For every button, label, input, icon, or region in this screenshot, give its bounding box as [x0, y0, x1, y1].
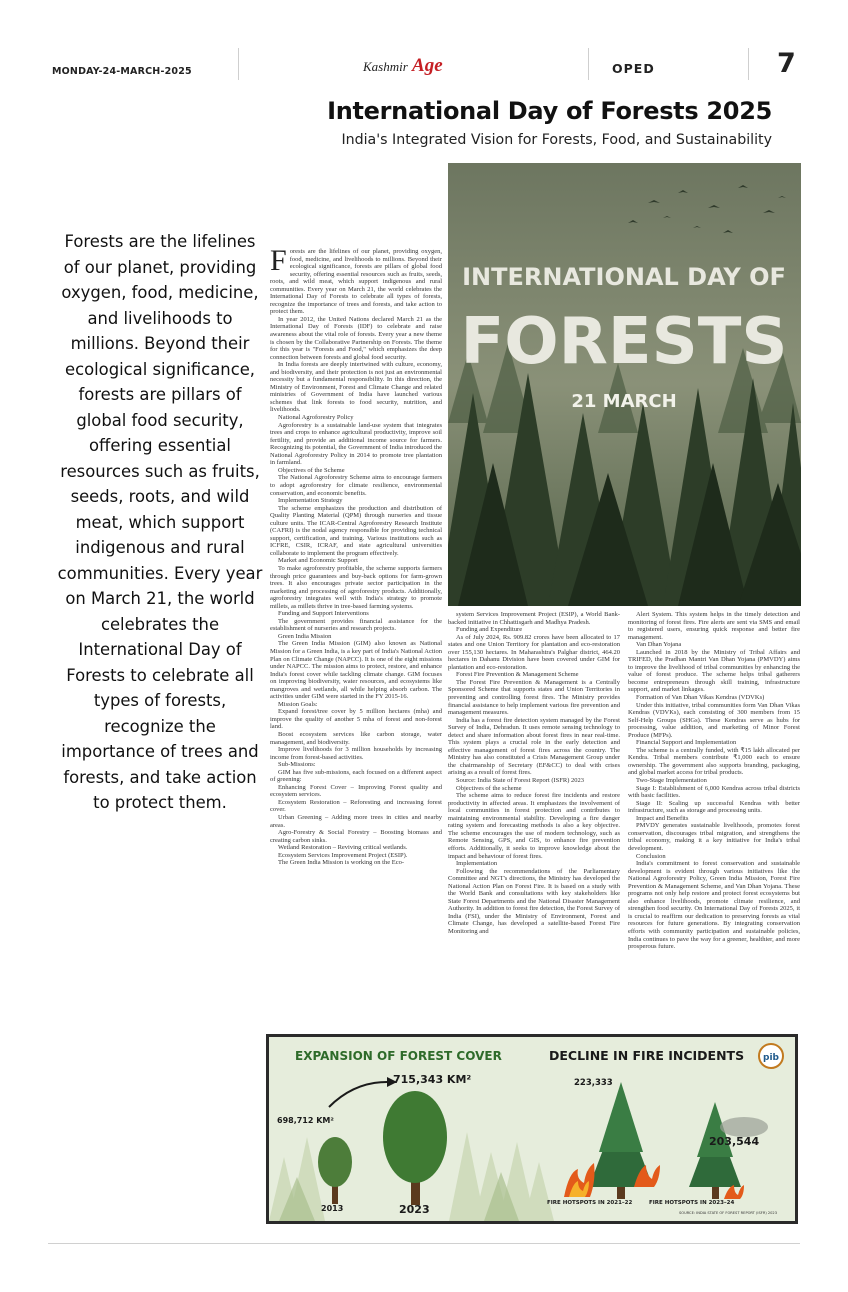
- fire-2021-value: 223,333: [574, 1078, 613, 1088]
- article-paragraph: Green India Mission: [278, 632, 332, 640]
- fire-2023-value: 203,544: [709, 1135, 760, 1148]
- article-paragraph: India has a forest fire detection system managed by the Forest Survey of India, Dehradun. It uses remote sensing technology to detect and share information about forest fires in near real-time. This system plays a crucial role in the early detection and effective management of forest fires across the country. The Ministry has also constituted a Crisis Management Group under the chairmanship of Secretary (EF&CC) to deal with crises arising as a result of forest fires.: [448, 716, 620, 777]
- fire-2023-caption: FIRE HOTSPOTS IN 2023–24: [649, 1200, 735, 1206]
- article-column-2: [448, 611, 620, 1026]
- article-paragraph: Urban Greening – Adding more trees in cities and nearby areas.: [270, 814, 442, 829]
- article-paragraph: Stage I: Establishment of 6,000 Kendras across tribal districts with basic facilities.: [628, 784, 800, 800]
- header-divider: [238, 48, 239, 80]
- infographic: [266, 1034, 798, 1224]
- article-paragraph: In year 2012, the United Nations declared March 21 as the International Day of Forests (IDF) to celebrate and raise awareness about the vital role of forests. Every year a new theme is chosen by the Collaborative Partnership on Forests. The theme for this year is "Forests and Food," which emphasizes the deep connection between forests and global food security.: [270, 315, 442, 361]
- article-paragraph: Conclusion: [636, 852, 666, 860]
- article-paragraph: Ecosystem Services Improvement Project (ESIP).: [278, 851, 408, 859]
- article-paragraph: Following the recommendations of the Parliamentary Committee and NGT's directions, the Ministry has developed the National Action Plan on Forest Fire. It is based on a study with the World Bank and consultations with key stakeholders like State Forest Departments and the National Disaster Management Authority. In addition to forest fire detection, the Forest Survey of India (FSI), under the Ministry of Environment, Forest and Climate Change, has developed a satellite-based Forest Fire Monitoring and: [448, 867, 620, 935]
- section-label: OPED: [612, 61, 655, 76]
- article-paragraph: The scheme aims to reduce forest fire incidents and restore productivity in affected areas. It emphasizes the involvement of local communities in forest protection and contributes to maintaining environmental stability. Developing a fire danger rating system and forecasting methods is also a key objective. The scheme encourages the use of modern technology, such as Remote Sensing, GPS, and GIS, to enhance fire prevention efforts. Additionally, it seeks to improve knowledge about the impact and behaviour of forest fires.: [448, 792, 620, 860]
- article-paragraph: Objectives of the Scheme: [278, 466, 345, 474]
- article-paragraph: As of July 2024, Rs. 909.82 crores have been allocated to 17 states and one Union Territory for plantation and eco-restoration over 155,130 hectares. In Maharashtra's Palghar district, 464.20 hectares in Dahanu Division have been covered under GIM for plantation and eco-restoration.: [448, 633, 620, 671]
- masthead-logo: Kashmir Age: [363, 55, 443, 76]
- article-paragraph: PMVDY generates sustainable livelihoods, promotes forest conservation, discourages tribal migration, and strengthens the tribal economy, making it a key initiative for India's tribal development.: [628, 822, 800, 852]
- year-2013: 2013: [321, 1204, 344, 1213]
- photo-title-line1: INTERNATIONAL DAY OF: [462, 263, 786, 291]
- article-paragraph: Launched in 2018 by the Ministry of Tribal Affairs and TRIFED, the Pradhan Mantri Van Dhan Yojana (PMVDY) aims to improve the livelihood of tribal communities by enhancing the value of forest produce. The scheme helps tribal gatherers become entrepreneurs through skill training, infrastructure support, and market linkages.: [628, 648, 800, 694]
- article-paragraph: Impact and Benefits: [636, 814, 689, 822]
- article-paragraph: Market and Economic Support: [278, 557, 358, 565]
- feature-photo: [448, 163, 801, 606]
- article-paragraph: Source: India State of Forest Report (ISFR) 2023: [456, 777, 584, 785]
- article-paragraph: Mission Goals:: [278, 700, 318, 708]
- article-paragraph: Wetland Restoration – Reviving critical wetlands.: [278, 844, 408, 852]
- article-paragraph: The Forest Fire Prevention & Management is a Centrally Sponsored Scheme that supports states and Union Territories in preventing and controlling forest fires. The Ministry provides financial assistance to help implement various fire prevention and management measures.: [448, 678, 620, 717]
- article-paragraph: system Services Improvement Project (ESIP), a World Bank-backed initiative in Chhattisgarh and Madhya Pradesh.: [448, 611, 620, 626]
- article-paragraph: Forest Fire Prevention & Management Scheme: [456, 671, 579, 679]
- article-paragraph: Implementation: [456, 860, 498, 868]
- article-paragraph: The Green India Mission is working on the Eco-: [278, 859, 405, 867]
- pull-quote: Forests are the lifelines of our planet, providing oxygen, food, medicine, and livelihoods to millions. Beyond their ecological significance, forests are pillars of global food security, offering essential resources such as fruits, seeds, roots, and wild meat, which support indigenous and rural communities. Every year on March 21, the world celebrates the International Day of Forests to celebrate all types of forests, recognize the importance of trees and forests, and take action to protect them.: [57, 232, 263, 812]
- article-column-1: [270, 248, 442, 1026]
- photo-date: 21 MARCH: [571, 391, 677, 412]
- infographic-source: SOURCE: INDIA STATE OF FOREST REPORT (ISFR) 2023: [679, 1211, 778, 1215]
- article-column-3: [628, 611, 800, 1026]
- page-number: 7: [777, 48, 796, 79]
- year-2023: 2023: [399, 1203, 430, 1216]
- photo-title-line2: FORESTS: [460, 305, 788, 379]
- article-paragraph: The government provides financial assistance for the establishment of nurseries and research projects.: [270, 617, 442, 633]
- article-paragraph: Implementation Strategy: [278, 497, 343, 505]
- article-paragraph: Formation of Van Dhan Vikas Kendras (VDVKs): [636, 694, 765, 702]
- footer-rule: [48, 1243, 800, 1244]
- drop-cap: F: [270, 248, 287, 277]
- cover-2013-value: 698,712 KM²: [277, 1116, 334, 1125]
- article-paragraph: The scheme is a centrally funded, with ₹15 lakh allocated per Kendra. Tribal members contribute ₹1,000 each to ensure ownership. The government also supports branding, packaging, and global market access for tribal products.: [628, 746, 800, 777]
- article-paragraph: Alert System. This system helps in the timely detection and monitoring of forest fires. Fire alerts are sent via SMS and email to registered users, ensuring quick response and better fire management.: [628, 611, 800, 641]
- infographic-right-title: DECLINE IN FIRE INCIDENTS: [549, 1048, 745, 1063]
- article-paragraph: Stage II: Scaling up successful Kendras with better infrastructure, such as storage and processing units.: [628, 799, 800, 815]
- article-paragraph: In India forests are deeply intertwined with culture, economy, and biodiversity, and their protection is not just an environmental necessity but a fundamental responsibility. In this direction, the Ministry of Environment, Forest and Climate Change and related ministries of Government of India have launched various schemes that link forests to food security, nutrition, and livelihoods.: [270, 361, 442, 414]
- article-paragraph: The Green India Mission (GIM) also known as National Mission for a Green India, is a key part of India's National Action Plan on Climate Change (NAPCC). It is one of the eight missions under NAPCC. The mission aims to protect, restore, and enhance India's forest cover while tackling climate change. GIM focuses on improving biodiversity, water resources, and ecosystems like mangroves and wetlands, all while helping absorb carbon. The activities under GIM were started in the FY 2015-16.: [270, 640, 442, 701]
- headline: International Day of Forests 2025: [327, 97, 772, 125]
- article-paragraph: Ecosystem Restoration – Reforesting and increasing forest cover.: [270, 798, 442, 814]
- article-paragraph: orests are the lifelines of our planet, providing oxygen, food, medicine, and livelihoods to millions. Beyond their ecological significance, forests are pillars of global food security, offering essential resources such as fruits, seeds, roots, and wild meat, which support indigenous and rural communities. Every year on March 21, the world celebrates the International Day of Forests to celebrate all types of forests, recognize the importance of trees and forests, and take action to protect them.: [270, 248, 442, 316]
- forest-illustration: [448, 163, 801, 606]
- article-paragraph: Boost ecosystem services like carbon storage, water management, and biodiversity.: [270, 731, 442, 746]
- article-paragraph: The scheme emphasizes the production and distribution of Quality Planting Material (QPM) through nurseries and tissue culture units. The ICAR-Central Agroforestry Research Institute (CAFRI) is the nodal agency responsible for providing technical support, certification, and training. Various institutions such as ICFRE, CSIR, ICRAF, and state agricultural universities collaborate to implement the program effectively.: [270, 504, 442, 557]
- article-paragraph: Agro-Forestry & Social Forestry – Boosting biomass and creating carbon sinks.: [270, 829, 442, 844]
- infographic-left-title: EXPANSION OF FOREST COVER: [295, 1049, 502, 1063]
- article-paragraph: Improve livelihoods for 3 million households by increasing income from forest-based activities.: [270, 746, 442, 761]
- header-divider: [588, 48, 589, 80]
- issue-date: MONDAY-24-MARCH-2025: [52, 66, 192, 77]
- article-paragraph: Financial Support and Implementation: [636, 739, 737, 747]
- article-paragraph: Two-Stage Implementation: [636, 777, 707, 785]
- article-paragraph: Van Dhan Yojana: [636, 641, 682, 649]
- article-paragraph: Under this initiative, tribal communities form Van Dhan Vikas Kendras (VDVKs), each consisting of 300 members from 15 Self-Help Groups (SHGs). These Kendras serve as hubs for processing, value addition, and marketing of Minor Forest Produce (MFPs).: [628, 701, 800, 739]
- fire-2021-caption: FIRE HOTSPOTS IN 2021–22: [547, 1200, 633, 1206]
- cover-2023-value: 715,343 KM²: [393, 1073, 472, 1086]
- article-paragraph: Enhancing Forest Cover – Improving Forest quality and ecosystem services.: [270, 783, 442, 799]
- article-paragraph: Funding and Expenditure: [456, 626, 523, 634]
- article-paragraph: India's commitment to forest conservation and sustainable development is evident through various initiatives like the National Agroforestry Policy, Green India Mission, Forest Fire Prevention & Management Scheme, and Van Dhan Yojana. These programs not only help restore and protect forest ecosystems but also enhance livelihoods, promote climate resilience, and strengthen food security. On International Day of Forests 2025, it is crucial to reaffirm our dedication to preserving forests as vital resources for future generations. By integrating conservation efforts with community participation and sustainable policies, India continues to pave the way for a greener, healthier, and more prosperous future.: [628, 860, 800, 951]
- article-paragraph: The National Agroforestry Scheme aims to encourage farmers to adopt agroforestry for climate resilience, environmental conservation, and economic benefits.: [270, 474, 442, 497]
- article-paragraph: Agroforestry is a sustainable land-use system that integrates trees and crops to enhance agricultural productivity, improve soil fertility, and provide an additional income source for farmers. Recognizing its potential, the Government of India introduced the National Agroforestry Policy in 2014 to promote tree plantation in farmland.: [270, 421, 442, 467]
- article-paragraph: GIM has five sub-missions, each focused on a different aspect of greening:: [270, 768, 442, 784]
- article-paragraph: Expand forest/tree cover by 5 million hectares (mha) and improve the quality of another 5 mha of forest and non-forest land.: [270, 708, 442, 731]
- header-divider: [748, 48, 749, 80]
- article-paragraph: National Agroforestry Policy: [278, 414, 354, 422]
- article-paragraph: Sub-Missions:: [278, 761, 316, 769]
- article-paragraph: To make agroforestry profitable, the scheme supports farmers through price guarantees and buy-back options for farm-grown trees. It also encourages private sector participation in the marketing and processing of agroforestry products. Additionally, agroforestry integrates well with India's strategy to promote millets, as millets thrive in tree-based farming systems.: [270, 564, 442, 610]
- article-paragraph: Funding and Support Interventions: [278, 610, 369, 618]
- subheadline: India's Integrated Vision for Forests, Food, and Sustainability: [341, 132, 772, 148]
- svg-text:pib: pib: [763, 1053, 779, 1063]
- article-paragraph: Objectives of the scheme: [456, 784, 522, 792]
- pib-logo-icon: [759, 1044, 783, 1068]
